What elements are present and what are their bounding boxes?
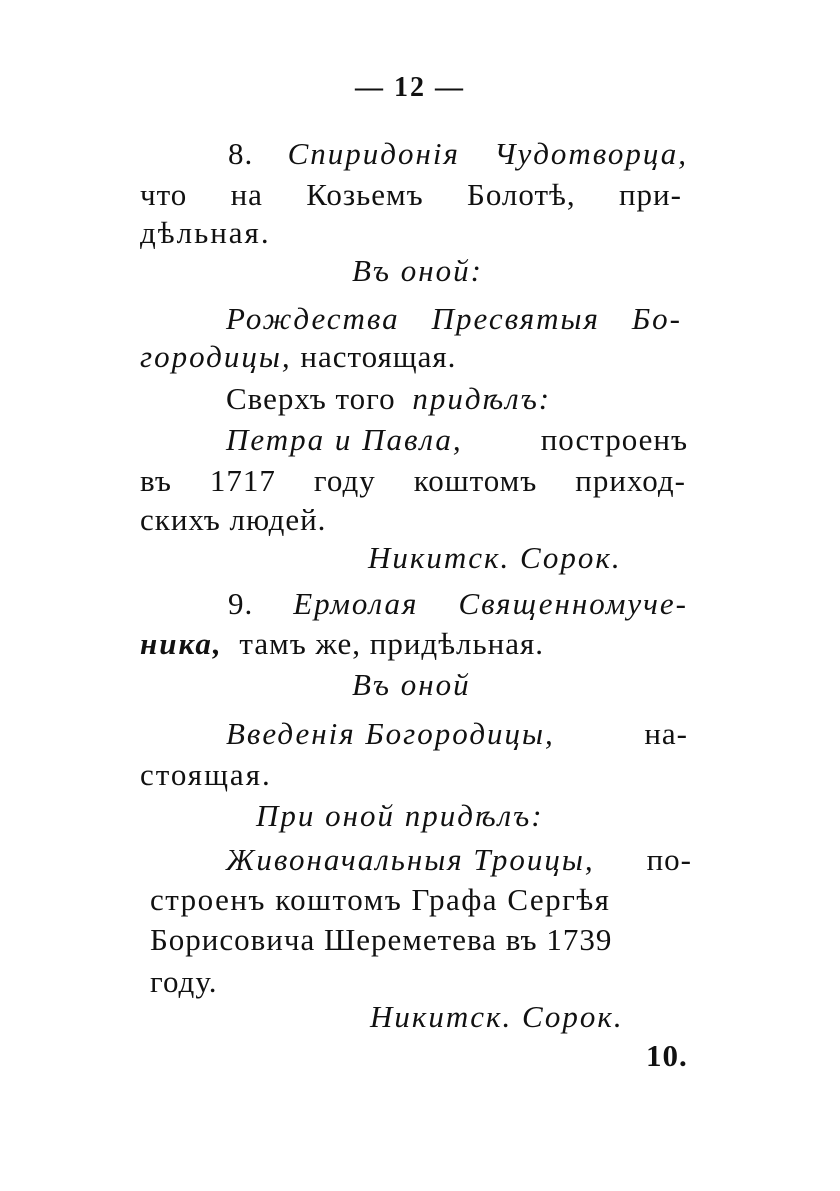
catchword: 10. xyxy=(646,1038,688,1073)
entry-9-chapel-line-3: Борисовича Шереметева въ 1739 xyxy=(150,922,613,957)
word: Пресвятыя xyxy=(431,301,600,336)
entry-9-title: Ермолая xyxy=(293,586,419,621)
word: приход- xyxy=(575,463,686,498)
word: что xyxy=(140,177,188,212)
entry-8-number: 8. xyxy=(228,136,254,171)
entry-9-chapel-line-2: строенъ коштомъ Графа Сергѣя xyxy=(150,882,611,917)
page-number: — 12 — xyxy=(355,72,465,103)
entry-9-chapel-line-4: году. xyxy=(150,964,218,999)
entry-8-location-line-1 xyxy=(140,175,682,215)
chapel-italic: Петра и Павла, xyxy=(226,422,463,457)
entry-8-title: Спиридонія xyxy=(287,136,460,171)
entry-9-chapel-line-1 xyxy=(226,840,692,880)
entry-9-dedication-line-1 xyxy=(226,714,688,754)
entry-9-heading-line-2 xyxy=(140,624,544,664)
chapel-italic: Живоначальныя Троицы, xyxy=(226,842,595,877)
entry-8-chapel-line-1 xyxy=(226,420,688,460)
entry-8-dedication-line-2 xyxy=(140,337,456,377)
word: Козьемъ xyxy=(306,177,424,212)
word: Бо- xyxy=(631,301,682,336)
word: 1717 xyxy=(209,463,276,498)
additional-italic: придѣлъ: xyxy=(412,381,552,416)
entry-9-number: 9. xyxy=(228,586,254,621)
chapel-rest: по- xyxy=(646,842,692,877)
dedication-italic: Введенія Богородицы, xyxy=(226,716,555,751)
entry-9-heading xyxy=(228,584,688,624)
word: на xyxy=(230,177,263,212)
dedication-rest: на- xyxy=(644,716,688,751)
entry-9-in-it-label: Въ оной xyxy=(352,667,471,702)
entry-9-title-2: Священномуче- xyxy=(458,586,688,621)
entry-8-chapel-line-3: скихъ людей. xyxy=(140,502,327,537)
entry-9-additional-label: При оной придѣлъ: xyxy=(256,798,544,833)
dedication-italic: городицы, xyxy=(140,339,292,374)
word: году xyxy=(313,463,376,498)
word: коштомъ xyxy=(413,463,538,498)
entry-8-dedication-line-1 xyxy=(226,299,682,339)
entry-8-location-line-2: дѣльная. xyxy=(140,215,271,250)
word: Рождества xyxy=(226,301,400,336)
entry-9-district: Никитск. Сорок. xyxy=(370,999,624,1034)
additional-plain: Сверхъ того xyxy=(226,381,396,416)
heading-continuation: ника, xyxy=(140,626,223,661)
entry-8-additional-label xyxy=(226,379,551,419)
word: Болотѣ, xyxy=(467,177,576,212)
entry-8-district: Никитск. Сорок. xyxy=(368,540,622,575)
entry-9-dedication-line-2: стоящая. xyxy=(140,757,272,792)
word: при- xyxy=(618,177,682,212)
chapel-rest: построенъ xyxy=(540,422,688,457)
entry-8-chapel-line-2 xyxy=(140,461,686,501)
entry-8-heading xyxy=(228,134,688,174)
dedication-rest: настоящая. xyxy=(291,339,457,374)
entry-8-title-2: Чудотворца, xyxy=(494,136,688,171)
heading-rest: тамъ же, придѣльная. xyxy=(239,626,545,661)
word: въ xyxy=(140,463,172,498)
entry-8-in-it-label: Въ оной: xyxy=(352,253,483,288)
